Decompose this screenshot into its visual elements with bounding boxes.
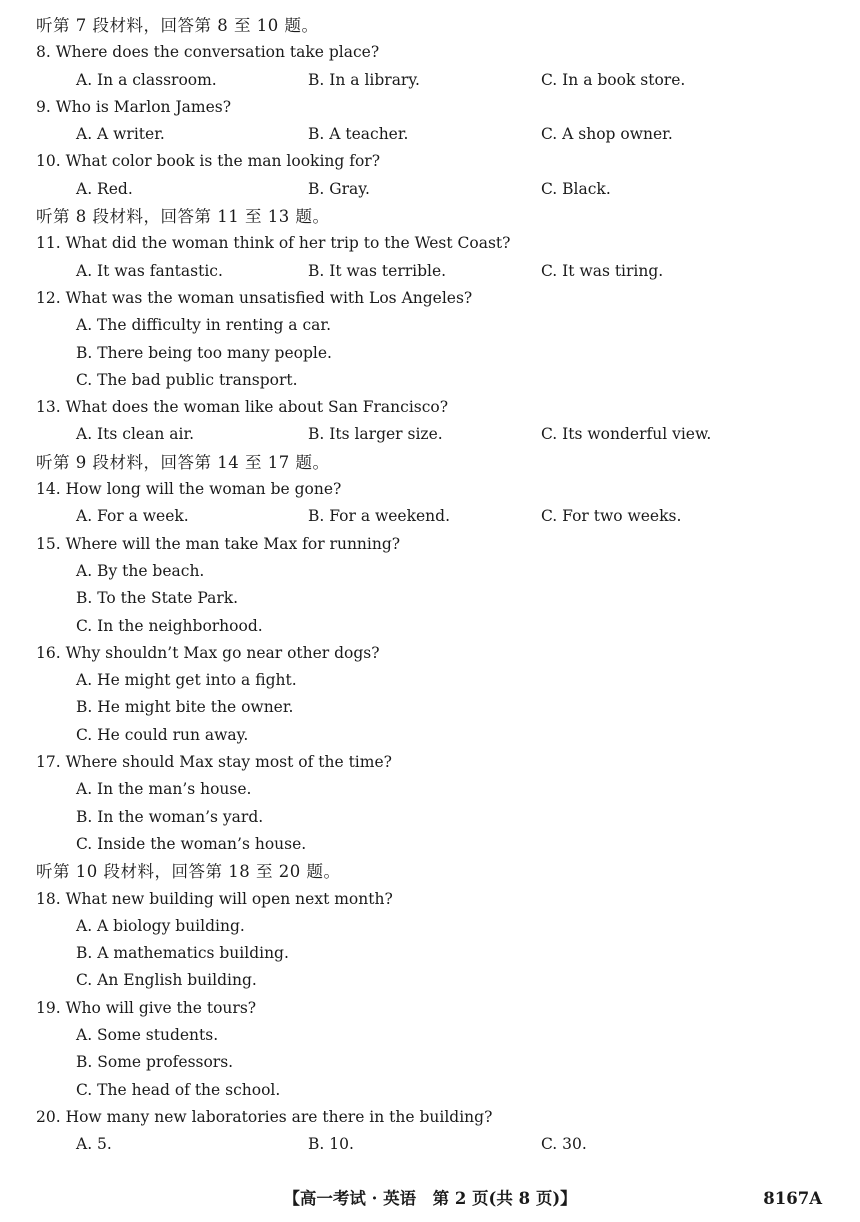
answer-option: A. Some students. <box>76 1025 219 1044</box>
answer-option: C. Its wonderful view. <box>541 425 712 444</box>
question-stem: 12. What was the woman unsatisfied with Los Angeles? <box>36 288 473 307</box>
answer-option: C. The head of the school. <box>76 1080 281 1099</box>
answer-options-row <box>36 421 836 448</box>
answer-option: B. Its larger size. <box>308 425 443 444</box>
answer-option: A. It was fantastic. <box>76 261 223 280</box>
answer-option: A. In the man’s house. <box>76 780 252 799</box>
answer-option: A. 5. <box>76 1135 112 1154</box>
question-stem: 19. Who will give the tours? <box>36 998 257 1017</box>
answer-options-row <box>36 258 836 285</box>
answer-option: A. By the beach. <box>76 561 205 580</box>
question-stem: 8. Where does the conversation take place? <box>36 43 380 62</box>
answer-option: B. Some professors. <box>76 1053 234 1072</box>
answer-option: A. Its clean air. <box>76 425 195 444</box>
section-heading: 听第 10 段材料，回答第 18 至 20 题。 <box>36 862 341 882</box>
question-stem: 13. What does the woman like about San Francisco? <box>36 398 449 417</box>
answer-option: A. Red. <box>76 179 133 198</box>
question-stem: 18. What new building will open next month? <box>36 889 393 908</box>
answer-option: A. A writer. <box>76 125 165 144</box>
answer-option: B. It was terrible. <box>308 261 447 280</box>
answer-option: B. To the State Park. <box>76 589 239 608</box>
question-stem: 11. What did the woman think of her trip to the West Coast? <box>36 234 511 253</box>
section-heading: 听第 8 段材料，回答第 11 至 13 题。 <box>36 207 330 227</box>
footer-exam-code: 8167A <box>763 1189 822 1208</box>
answer-option: B. A teacher. <box>308 125 409 144</box>
answer-option: C. A shop owner. <box>541 125 673 144</box>
answer-options-row <box>36 176 836 203</box>
answer-option: A. The difficulty in renting a car. <box>76 316 332 335</box>
answer-option: C. Inside the woman’s house. <box>76 834 307 853</box>
answer-option: C. For two weeks. <box>541 507 682 526</box>
question-stem: 10. What color book is the man looking for? <box>36 152 381 171</box>
answer-options-row <box>36 503 836 530</box>
question-stem: 16. Why shouldn’t Max go near other dogs? <box>36 643 380 662</box>
answer-option: B. A mathematics building. <box>76 944 289 963</box>
answer-options-row <box>36 121 836 148</box>
answer-option: C. In a book store. <box>541 70 686 89</box>
answer-option: B. There being too many people. <box>76 343 332 362</box>
question-stem: 15. Where will the man take Max for running? <box>36 534 401 553</box>
answer-option: C. In the neighborhood. <box>76 616 263 635</box>
question-stem: 14. How long will the woman be gone? <box>36 480 342 499</box>
answer-option: C. An English building. <box>76 971 257 990</box>
answer-option: B. For a weekend. <box>308 507 450 526</box>
answer-option: C. The bad public transport. <box>76 370 298 389</box>
answer-option: B. Gray. <box>308 179 370 198</box>
question-stem: 20. How many new laboratories are there in the building? <box>36 1107 493 1126</box>
answer-option: A. A biology building. <box>76 916 245 935</box>
section-heading: 听第 7 段材料，回答第 8 至 10 题。 <box>36 16 319 35</box>
footer-page-info: 【高一考试 · 英语 第 2 页(共 8 页)】 <box>283 1189 577 1208</box>
answer-option: A. He might get into a fight. <box>76 671 297 690</box>
question-stem: 17. Where should Max stay most of the time? <box>36 753 392 772</box>
answer-option: B. 10. <box>308 1135 354 1154</box>
answer-option: B. In a library. <box>308 70 420 89</box>
answer-option: C. He could run away. <box>76 725 249 744</box>
answer-option: A. For a week. <box>76 507 189 526</box>
answer-option: B. In the woman’s yard. <box>76 807 264 826</box>
question-stem: 9. Who is Marlon James? <box>36 97 232 116</box>
answer-option: C. Black. <box>541 179 611 198</box>
answer-options-row <box>36 1131 836 1158</box>
answer-option: C. It was tiring. <box>541 261 664 280</box>
answer-options-row <box>36 67 836 94</box>
section-heading: 听第 9 段材料，回答第 14 至 17 题。 <box>36 452 330 472</box>
exam-page-content <box>36 12 836 1158</box>
answer-option: A. In a classroom. <box>76 70 217 89</box>
answer-option: B. He might bite the owner. <box>76 698 294 717</box>
page-footer <box>0 1186 860 1212</box>
answer-option: C. 30. <box>541 1135 587 1154</box>
